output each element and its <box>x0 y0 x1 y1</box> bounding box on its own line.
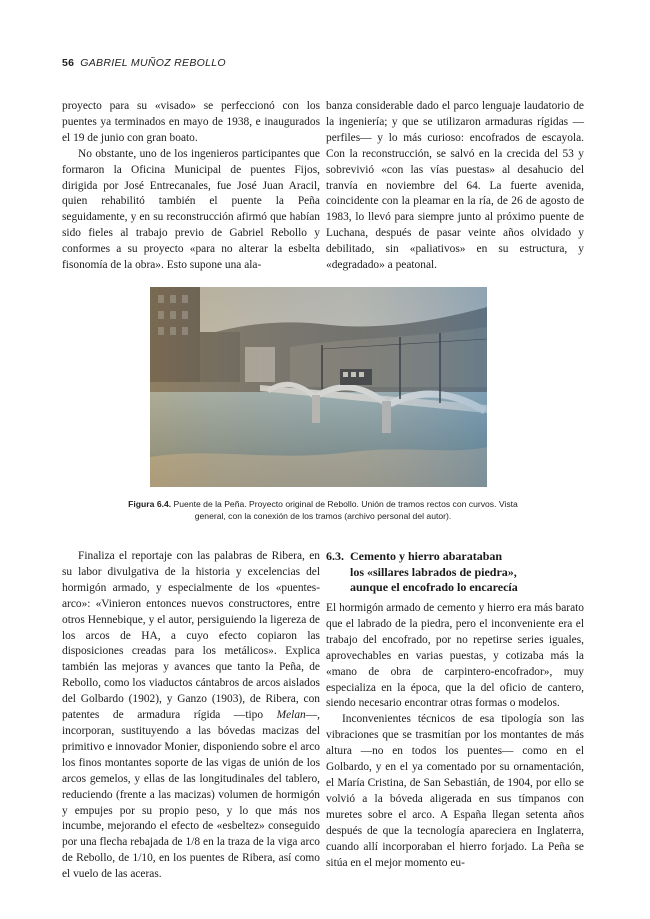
italic-term: Melan <box>276 709 306 722</box>
paragraph: No obstante, uno de los ingenieros participantes que formaron la Oficina Municipal de puentes Fijos, dirigida por José Entrecanales, fue José Juan Aracil, quien rehabilitó también el puente la Peña seguidamente, y en su reconstrucción afirmó que habían sido fieles al trabajo previo de Gabriel Rebollo y conformes a su proyecto «para no alterar la esbelta fisonomía de la obra». Esto supone una ala- <box>62 147 320 272</box>
figure-photo-bridge <box>150 287 487 487</box>
column-top-left <box>62 99 320 274</box>
section-title-line-1: Cemento y hierro abarataban <box>350 549 503 563</box>
section-title-line-3: aunque el encofrado lo encarecía <box>350 580 518 594</box>
column-bottom-right <box>326 601 584 871</box>
bridge-photo-illustration <box>150 287 487 487</box>
section-title-line-2: los «sillares labrados de piedra», <box>350 564 517 579</box>
column-top-right <box>326 99 584 274</box>
paragraph-text-continued: —, incorporan, sustituyendo a las bóvedas macizas del primitivo e innovador Monier, disponiendo sobre el arco los finos montantes soporte de las vigas de unión de los arcos gemelos, y ellas de las longitudinales del tablero, reduciendo (frente a las macizas) volumen de hormigón y empujes por su propio peso, y lo que más nos incumbe, mejorando el efecto de «esbeltez» conseguido por una flecha rebajada de 1/8 en la traza de la viga arco de Rebollo, de 1/10, en los puentes de Ribera, así como el vuelo de las aceras. <box>62 709 320 881</box>
paragraph: Inconvenientes técnicos de esa tipología son las vibraciones que se trasmitían por los montantes de más altura —no en todos los puentes— como en el Golbardo, y en el ya comentado por su ornamentación, el María Cristina, de San Sebastián, de 1904, por ello se volvió a la bóveda aligerada en sus tímpanos con muretes sobre el arco. A España llegan setenta años después de que la tecnología apareciera en Inglaterra, cuando allí incorporaban el hierro forjado. La Peña se sitúa en el mejor momento eu- <box>326 713 584 869</box>
section-heading <box>326 549 588 596</box>
figure-label: Figura 6.4. <box>128 499 172 509</box>
running-head <box>62 57 226 69</box>
paragraph: banza considerable dado el parco lenguaje laudatorio de la ingeniería; y que se utilizaron armaduras rígidas —perfiles— y lo más curioso: encofrados de escayola. Con la reconstrucción, se salvó en la crecida del 53 y sobrevivió «con las vías puestas» al desahucio del tranvía en noviembre del 64. La fuerte avenida, coincidente con la pleamar en la ría, de 26 de agosto de 1983, lo llevó para siempre junto al próximo puente de Luchana, después de pasar veinte años olvidado y debilitado, sin «paliativos» en su estructura, y «degradado» a peatonal. <box>326 100 584 272</box>
figure-caption <box>128 498 518 522</box>
paragraph <box>62 549 320 883</box>
column-bottom-left <box>62 549 320 883</box>
paragraph: El hormigón armado de cemento y hierro era más barato que el labrado de la piedra, pero el inconveniente era el trabajo del encofrado, por no repetirse series iguales, aprovechables en varias puestas, y cotizaba más la «mano de obra de carpintero-encofrador», muy especializa en la época, que la del oficio de cantero, siendo necesario encontrar otras formas o modelos. <box>326 602 584 710</box>
running-head-author: GABRIEL MUÑOZ REBOLLO <box>80 57 226 69</box>
paragraph-text: Finaliza el reportaje con las palabras de Ribera, en su labor divulgativa de la historia y excelencias del hormigón armado, y especialmente de los «puentes-arco»: «Vinieron entonces nuevos constructores, entre otros Hennebique, y el autor, persiguiendo la ligereza de los arcos de HA, a cuyo efecto copiaron las disposiciones creadas para los metálicos». Explica también las mejoras y avances que tanto la Peña, de Rebollo, como los viaductos cántabros de arcos aislados del Golbardo (1902), y Ganzo (1903), de Ribera, con patentes de armadura rígida —tipo <box>62 550 320 722</box>
paragraph: proyecto para su «visado» se perfeccionó con los puentes ya terminados en mayo de 1938, e inaugurados el 19 de junio con gran boato. <box>62 100 320 144</box>
page-number: 56 <box>62 57 75 69</box>
section-number: 6.3. <box>326 549 344 563</box>
figure-caption-text: Puente de la Peña. Proyecto original de Rebollo. Unión de tramos rectos con curvos. Vista general, con la conexión de los tramos (archivo personal del autor). <box>173 499 518 522</box>
